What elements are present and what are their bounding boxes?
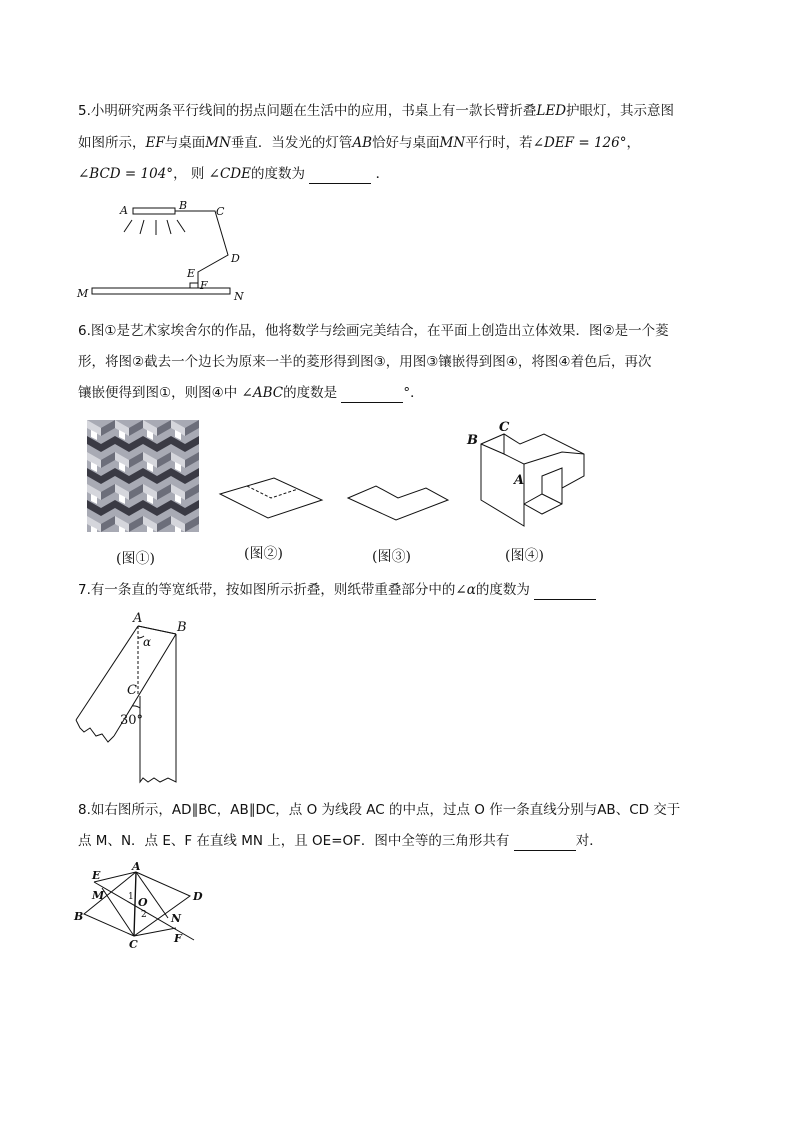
q8-text-line1: 8.如右图所示，AD∥BC，AB∥DC，点 O 为线段 AC 的中点，过点 O 作一条直线分别与AB、CD 交于 <box>78 802 681 818</box>
table-mn <box>92 288 230 294</box>
q6-text-line2: 形，将图②截去一个边长为原来一半的菱形得到图③，用图③镶嵌得到图④，将图④着色后，再次 <box>78 354 652 370</box>
label-F: F <box>174 932 182 945</box>
label-B: B <box>74 910 84 923</box>
label-1: 1 <box>128 892 134 902</box>
label-N: N <box>171 912 182 925</box>
caption-fig3: (图③) <box>372 549 411 565</box>
right-angle-mark <box>190 283 198 288</box>
label-E: E <box>187 267 196 280</box>
label-M: M <box>77 287 89 300</box>
light-rays <box>124 220 185 235</box>
label-M: M <box>92 889 105 902</box>
label-O: O <box>138 896 148 909</box>
label-A: A <box>514 473 525 488</box>
label-D: D <box>231 252 240 265</box>
label-C: C <box>499 420 510 435</box>
q5-text-line1: 5.小明研究两条平行线间的拐点问题在生活中的应用，书桌上有一款长臂折叠LED护眼灯，其示意图 <box>78 103 675 119</box>
q8-text-line2: 点 M、N．点 E、F 在直线 MN 上，且 OE=OF．图中全等的三角形共有 对． <box>78 833 603 849</box>
q5-lamp-figure <box>70 198 270 304</box>
vertical-strip <box>140 634 176 782</box>
label-C: C <box>127 683 137 698</box>
label-B: B <box>177 620 187 635</box>
label-F: F <box>200 279 208 292</box>
lamp-arm <box>175 211 228 288</box>
q7-paper-strip-figure <box>70 610 200 786</box>
lamp-tube <box>133 208 175 214</box>
answer-blank[interactable] <box>309 168 371 184</box>
escher-tiling-image <box>87 420 199 532</box>
label-30deg: 30° <box>120 713 144 728</box>
label-C: C <box>129 938 138 951</box>
label-2: 2 <box>141 910 147 920</box>
label-A: A <box>132 860 141 873</box>
label-A: A <box>120 204 128 217</box>
q7-text-line1: 7.有一条直的等宽纸带，按如图所示折叠，则纸带重叠部分中的∠α的度数为 <box>78 580 596 600</box>
answer-blank[interactable] <box>341 387 403 403</box>
answer-blank[interactable] <box>514 835 576 851</box>
l-shape-figure <box>344 482 454 522</box>
label-E: E <box>92 869 101 882</box>
q5-text-line3: ∠BCD = 104°， 则 ∠CDE的度数为 ． <box>78 166 390 182</box>
answer-blank[interactable] <box>534 584 596 600</box>
rhombus-figure <box>216 474 326 524</box>
q5-text-line2: 如图所示，EF与桌面MN垂直．当发光的灯管AB恰好与桌面MN平行时，若∠DEF = 126°， <box>78 135 640 151</box>
label-D: D <box>193 890 203 903</box>
label-B: B <box>467 433 478 448</box>
q6-text-line1: 6.图①是艺术家埃舍尔的作品，他将数学与绘画完美结合，在平面上创造出立体效果．图②是一个菱 <box>78 323 669 339</box>
caption-fig2: (图②) <box>244 546 283 562</box>
tessellation-3d-figure <box>462 418 592 534</box>
label-A: A <box>133 611 143 626</box>
caption-fig1: (图①) <box>116 551 155 567</box>
label-N: N <box>234 290 244 303</box>
caption-fig4: (图④) <box>505 548 544 564</box>
q6-text-line3: 镶嵌便得到图①，则图④中 ∠ABC的度数是 °． <box>78 385 424 401</box>
label-C: C <box>216 205 225 218</box>
q8-parallelogram-figure <box>70 862 210 952</box>
label-B: B <box>179 199 188 212</box>
label-alpha: α <box>143 635 152 649</box>
